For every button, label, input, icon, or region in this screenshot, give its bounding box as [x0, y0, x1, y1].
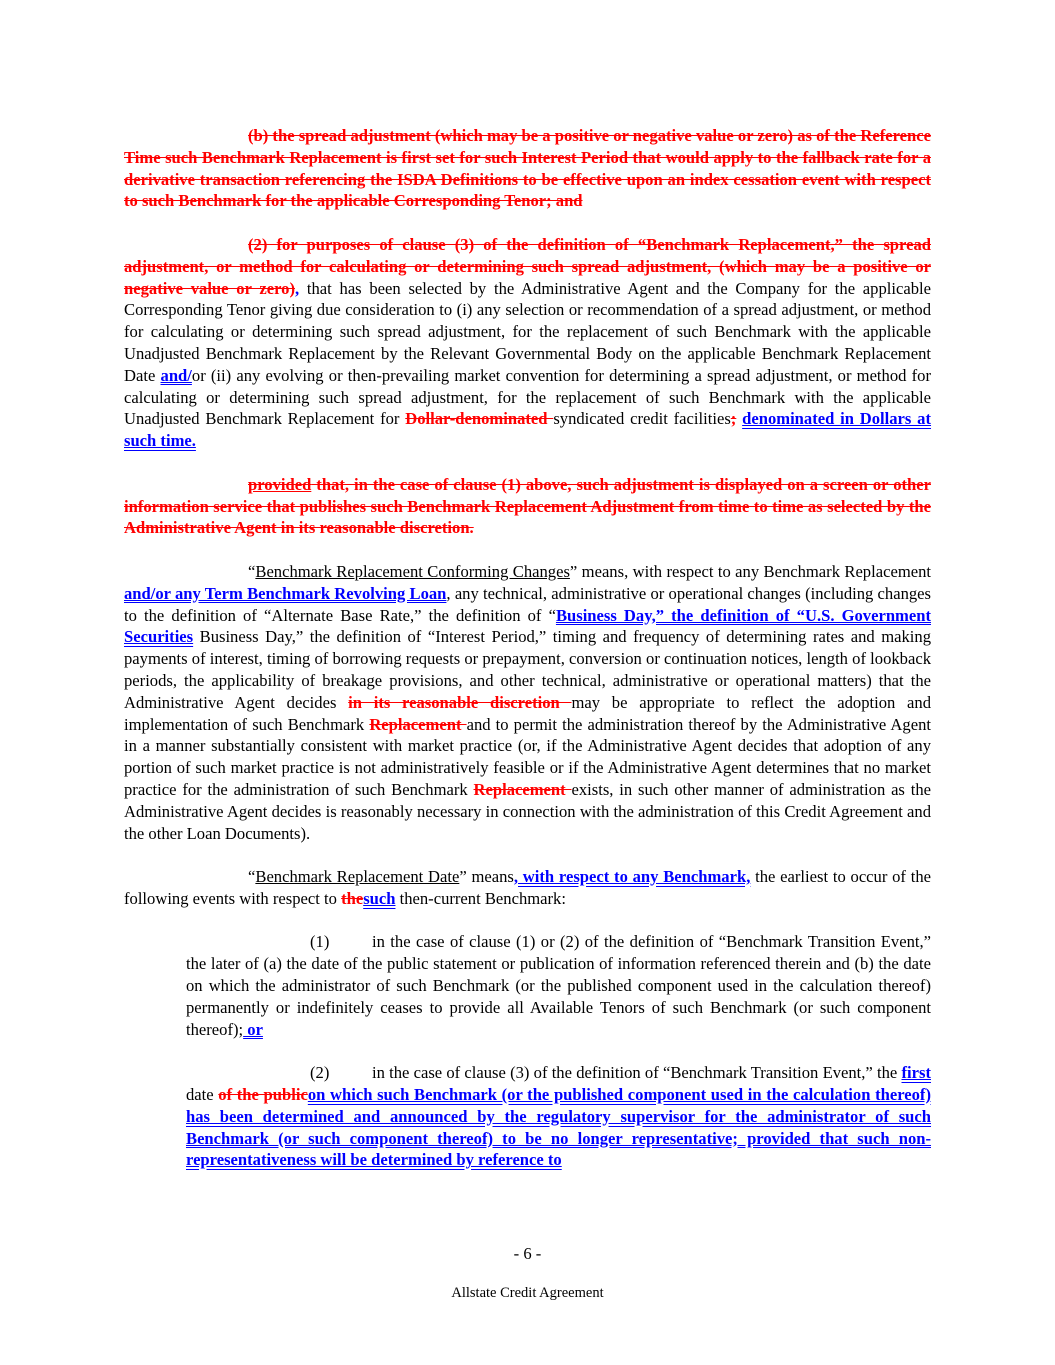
inserted-text: on which such Benchmark (or the published component used in the calculation thereof) has been determined and announced by the regulatory supervisor for the administrator of such Benchmark (or such component thereof) to be no longer representative; provided that such non-representativeness will be determined by reference to — [186, 1085, 931, 1170]
clause-number: (2) — [310, 1063, 330, 1083]
clause-number: (1) — [310, 932, 330, 952]
body-text: the earliest to occur of the following events with respect to — [124, 867, 932, 908]
clause-2 — [186, 1062, 931, 1171]
definition-replacement-date — [124, 866, 931, 910]
deleted-text: (2) for purposes of clause (3) of the definition of “Benchmark Replacement,” the spread adjustment, or method for calculating or determining such spread adjustment, (which may be a positive or negative value or zero) — [124, 234, 931, 298]
document-footer-title: Allstate Credit Agreement — [451, 1285, 604, 1301]
inserted-text: , — [295, 278, 300, 298]
deleted-text: of the public — [218, 1085, 308, 1105]
body-text: may be appropriate to reflect the adoption and implementation of such Benchmark — [124, 692, 932, 734]
deleted-text: provided — [248, 474, 312, 494]
body-text: “ — [248, 867, 256, 887]
inserted-text: , with respect to any Benchmark, — [513, 867, 751, 887]
body-text: exists, in such other manner of administration as the Administrative Agent decides is reasonably necessary in connection with the administration of this Credit Agreement and the other Loan Documents). — [124, 779, 931, 843]
body-text: Business Day,” the definition of “Interest Period,” timing and frequency of determining rates and making payments of interest, timing of borrowing requests or prepayment, conversion or continuation notices, length of lookback periods, the applicability of breakage provisions, and other technical, administrative or operational matters) that the Administrative Agent decides — [124, 627, 931, 712]
deleted-text: in its reasonable discretion — [348, 692, 572, 712]
inserted-text: and/ — [160, 365, 192, 385]
deleted-text: Replacement — [369, 714, 467, 734]
paragraph-provided — [124, 474, 931, 539]
document-body — [124, 125, 931, 1171]
deleted-text: ; — [730, 409, 737, 429]
clause-1 — [186, 931, 931, 1040]
inserted-text: Business Day,” the definition of “U.S. Government Securities — [124, 605, 931, 647]
body-text: in the case of clause (3) of the definition of “Benchmark Transition Event,” the — [372, 1063, 902, 1083]
deleted-text: that, in the case of clause (1) above, such adjustment is displayed on a screen or other information service that publishes such Benchmark Replacement Adjustment from time to time as selected by the Administrative Agent in its reasonable discretion. — [124, 474, 931, 538]
defined-term: Benchmark Replacement Conforming Changes — [255, 561, 570, 581]
body-text: in the case of clause (1) or (2) of the definition of “Benchmark Transition Event,” the later of (a) the date of the public statement or publication of information referenced therein and (b) the date on which the administrator of such Benchmark (or the published component used in the calculation thereof) permanently or indefinitely ceases to provide all Available Tenors of such Benchmark (or such component thereof); — [186, 932, 931, 1039]
body-text: or (ii) any evolving or then-prevailing market convention for determining a spread adjustment, or method for calculating or determining such spread adjustment, for the replacement of such Benchmark with the applicable Unadjusted Benchmark Replacement for — [124, 365, 931, 429]
body-text: then-current Benchmark: — [395, 888, 566, 908]
body-text: , any technical, administrative or operational changes (including changes to the definition of “Alternate Base Rate,” the definition of “ — [124, 583, 932, 625]
body-text: syndicated credit facilities — [553, 409, 731, 429]
body-text: date — [186, 1085, 219, 1105]
inserted-text: denominated in Dollars at such time. — [124, 409, 932, 451]
paragraph-b-spread-adjustment — [124, 125, 931, 212]
page-number: - 6 - — [513, 1244, 542, 1263]
deleted-text: (b) the spread adjustment (which may be a positive or negative value or zero) as of the Reference Time such Benchmark Replacement is first set for such Interest Period that would apply to the fallback rate for a derivative transaction referencing the ISDA Definitions to be effective upon an index cessation event with respect to such Benchmark for the applicable Corresponding Tenor; and — [124, 126, 931, 211]
body-text: ” means — [459, 867, 514, 887]
deleted-text: Replacement — [473, 779, 572, 799]
body-text: that has been selected by the Administrative Agent and the Company for the applicable Corresponding Tenor giving due consideration to (i) any selection or recommendation of a spread adjustment, or method for calculating or determining such spread adjustment, for the replacement of such Benchmark with the applicable Unadjusted Benchmark Replacement by the Relevant Governmental Body on the applicable Benchmark Replacement Date — [124, 278, 931, 385]
body-text: “ — [248, 561, 256, 581]
defined-term: Benchmark Replacement Date — [255, 867, 460, 887]
inserted-text: and/or any Term Benchmark Revolving Loan — [124, 583, 447, 603]
deleted-text: the — [341, 888, 364, 908]
inserted-text: such — [363, 888, 396, 908]
inserted-text: or — [243, 1019, 263, 1039]
body-text: and to permit the administration thereof by the Administrative Agent in a manner substantially consistent with market practice (or, if the Administrative Agent decides that adoption of any portion of such market practice is not administratively feasible or if the Administrative Agent determines that no market practice for the administration of such Benchmark — [124, 714, 931, 799]
paragraph-2-spread-adjustment — [124, 234, 931, 452]
inserted-text: first — [901, 1063, 931, 1083]
definition-conforming-changes — [124, 561, 931, 844]
body-text: ” means, with respect to any Benchmark Replacement — [569, 561, 931, 581]
deleted-text: Dollar-denominated — [405, 409, 554, 429]
